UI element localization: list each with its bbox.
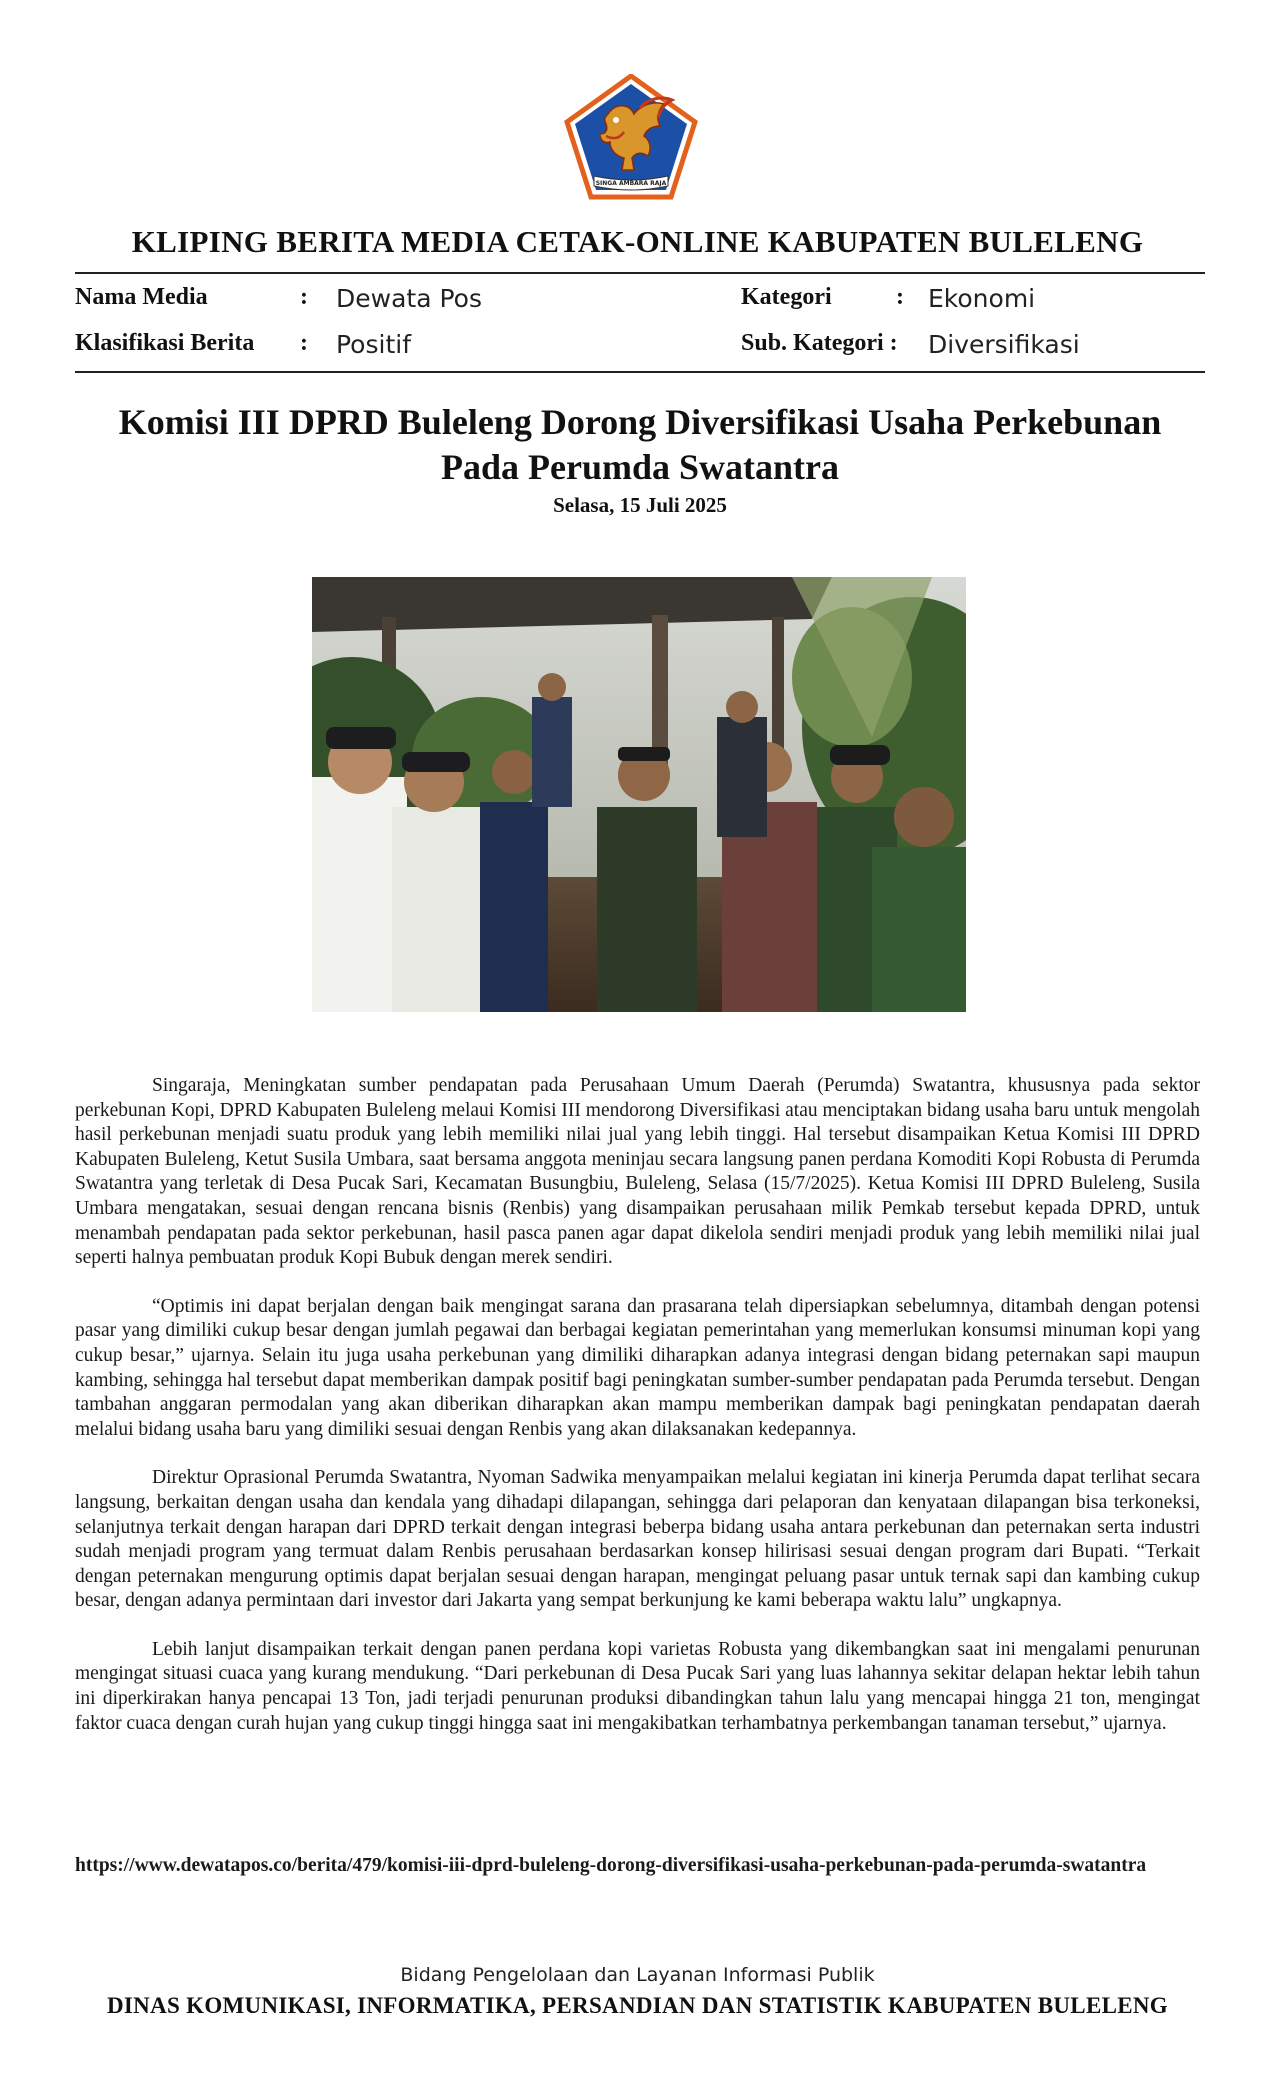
header-divider-top	[75, 272, 1205, 274]
headline-line-1: Komisi III DPRD Buleleng Dorong Diversifikasi Usaha Perkebunan	[118, 402, 1162, 442]
header-divider-bottom	[75, 371, 1205, 373]
subcategory-label: Sub. Kategori :	[741, 330, 898, 356]
article-photo	[312, 577, 966, 1012]
article-body	[75, 1074, 1200, 1760]
classification-label: Klasifikasi Berita	[75, 330, 255, 356]
media-name-label: Nama Media	[75, 284, 208, 310]
article-paragraph: Direktur Oprasional Perumda Swatantra, Nyoman Sadwika menyampaikan melalui kegiatan ini kinerja Perumda dapat terlihat secara langsung, berkaitan dengan usaha dan kendala yang dihadapi dilapangan, sehingga dari pelaporan dan kenyataan dilapangan bisa terkoneksi, selanjutnya terkait dengan harapan dari DPRD terkait dengan integrasi beberpa bidang usaha antara perkebunan dan peternakan serta industri sudah menjadi program yang termuat dalam Renbis perusahaan berdasarkan konsep hilirisasi sesuai dengan program dari Bupati. “Terkait dengan peternakan mengurung optimis dapat berjalan sesuai dengan harapan, mengingat peluang pasar untuk ternak sapi dan kambing cukup besar, dengan adanya permintaan dari investor dari Jakarta yang sempat berkunjung ke kami beberapa waktu lalu” ungkapnya.	[75, 1467, 1200, 1612]
media-name-value: Dewata Pos	[336, 284, 482, 313]
footer-agency: DINAS KOMUNIKASI, INFORMATIKA, PERSANDIAN DAN STATISTIK KABUPATEN BULELENG	[107, 1993, 1168, 2018]
headline-line-2: Pada Perumda Swatantra	[441, 447, 839, 487]
classification-colon: :	[300, 330, 308, 356]
subcategory-value: Diversifikasi	[928, 330, 1080, 359]
article-paragraph: Lebih lanjut disampaikan terkait dengan panen perdana kopi varietas Robusta yang dikembangkan saat ini mengalami penurunan mengingat situasi cuaca yang kurang mendukung. “Dari perkebunan di Desa Pucak Sari yang luas lahannya sekitar delapan hektar lebih tahun ini diperkirakan hanya pencapai 13 Ton, jadi terjadi penurunan produksi dibandingkan tahun lalu yang mencapai hingga 21 ton, mengingat faktor cuaca dengan curah hujan yang cukup tinggi hingga saat ini mengakibatkan terhambatnya perkembangan tanaman tersebut,” ujarnya.	[75, 1638, 1200, 1734]
footer-division: Bidang Pengelolaan dan Layanan Informasi Publik	[400, 1964, 875, 1986]
classification-value: Positif	[336, 330, 411, 359]
clipping-title: KLIPING BERITA MEDIA CETAK-ONLINE KABUPATEN BULELENG	[131, 224, 1144, 259]
category-colon: :	[896, 284, 904, 310]
article-headline	[60, 400, 1220, 490]
article-paragraph: “Optimis ini dapat berjalan dengan baik mengingat sarana dan prasarana telah dipersiapkan sebelumnya, ditambah dengan potensi pasar yang dimiliki cukup besar dengan jumlah pegawai dan berbagai kegiatan pemerintahan yang memerlukan konsumsi minuman kopi yang cukup besar,” ujarnya. Selain itu juga usaha perkebunan yang dimiliki diharapkan adanya integrasi dengan bidang peternakan sapi maupun kambing, sehingga hal tersebut dapat memberikan dampak positif bagi peningkatan sumber-sumber pendapatan pada Perumda tersebut. Dengan tambahan anggaran permodalan yang akan diberikan diharapkan akan mampu memberikan dampak bagi peningkatan pendapatan daerah melalui bidang usaha baru yang dimiliki sesuai dengan Renbis yang akan dilaksanakan kedepannya.	[75, 1295, 1200, 1440]
category-label: Kategori	[741, 284, 832, 310]
buleleng-emblem-logo	[564, 74, 698, 200]
svg-text:SINGA AMBARA RAJA: SINGA AMBARA RAJA	[595, 180, 667, 187]
media-name-colon: :	[300, 284, 308, 310]
article-date: Selasa, 15 Juli 2025	[553, 493, 727, 517]
article-paragraph: Singaraja, Meningkatan sumber pendapatan pada Perusahaan Umum Daerah (Perumda) Swatantra, khususnya pada sektor perkebunan Kopi, DPRD Kabupaten Buleleng melaui Komisi III mendorong Diversifikasi atau menciptakan bidang usaha baru untuk mengolah hasil perkebunan menjadi suatu produk yang lebih memiliki nilai jual yang lebih tinggi. Hal tersebut disampaikan Ketua Komisi III DPRD Kabupaten Buleleng, Ketut Susila Umbara, saat bersama anggota meninjau secara langsung panen perdana Komoditi Kopi Robusta di Perumda Swatantra yang terletak di Desa Pucak Sari, Kecamatan Busungbiu, Buleleng, Selasa (15/7/2025). Ketua Komisi III DPRD Buleleng, Susila Umbara mengatakan, sesuai dengan rencana bisnis (Renbis) yang disampaikan perusahaan milik Pemkab tersebut kepada DPRD, untuk menambah pendapatan pada sektor perkebunan, hasil pasca panen agar dapat dikelola sendiri menjadi produk yang lebih memiliki nilai jual seperti halnya pembuatan produk Kopi Bubuk dengan merek sendiri.	[75, 1075, 1200, 1269]
category-value: Ekonomi	[928, 284, 1036, 313]
source-url-link[interactable]: https://www.dewatapos.co/berita/479/komisi-iii-dprd-buleleng-dorong-diversifikasi-usaha-perkebunan-pada-perumda-swatantra	[75, 1855, 1147, 1876]
